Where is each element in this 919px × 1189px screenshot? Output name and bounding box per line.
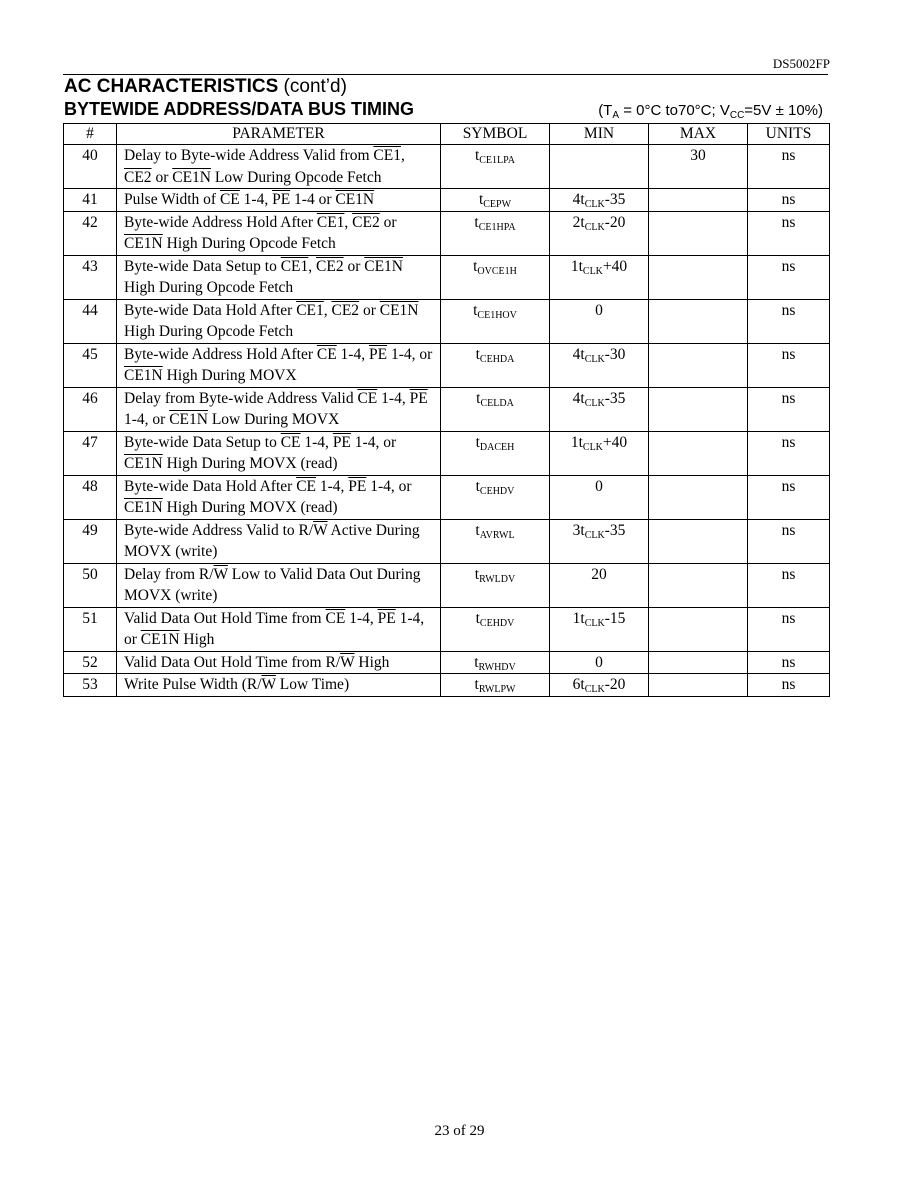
col-header-min: MIN (550, 124, 649, 145)
max-cell (649, 519, 748, 563)
min-cell: $3t_{CLK}-35$ (550, 519, 649, 563)
table-row (64, 607, 830, 651)
max-cell (649, 189, 748, 212)
symbol-cell: $t_{CE1LPA}$ (441, 145, 550, 189)
parameter-cell: Delay from Byte-wide Address Valid $\overline{CE}$ 1-4, $\overline{PE}$ 1-4, or CE1N Low During MOVX (117, 387, 441, 431)
symbol-cell: $t_{RWLPW}$ (441, 674, 550, 697)
max-cell (649, 255, 748, 299)
units-cell: ns (748, 674, 830, 697)
col-header-symbol: SYMBOL (441, 124, 550, 145)
table-row (64, 563, 830, 607)
min-cell: $1t_{CLK}+40$ (550, 255, 649, 299)
table-row (64, 299, 830, 343)
symbol-cell: $t_{DACEH}$ (441, 431, 550, 475)
table-row (64, 145, 830, 189)
row-number: 53 (64, 674, 117, 697)
table-row (64, 651, 830, 674)
units-cell: ns (748, 475, 830, 519)
symbol-cell: $t_{AVRWL}$ (441, 519, 550, 563)
parameter-cell: Byte-wide Data Setup to $\overline{CE}$ 1-4, $\overline{PE}$ 1-4, or CE1N High During MOVX (read) (117, 431, 441, 475)
symbol-cell: $t_{CEHDV}$ (441, 475, 550, 519)
col-header-max: MAX (649, 124, 748, 145)
max-cell (649, 431, 748, 475)
page-number: 23 of 29 (434, 1123, 485, 1139)
col-header-number: # (64, 124, 117, 145)
max-cell (649, 563, 748, 607)
units-cell: ns (748, 563, 830, 607)
parameter-cell: Valid Data Out Hold Time from $R/\overline{W}$ High (117, 651, 441, 674)
min-cell: $4t_{CLK}-35$ (550, 387, 649, 431)
min-cell: 0 (550, 475, 649, 519)
min-cell: $2t_{CLK}-20$ (550, 211, 649, 255)
parameter-cell: Byte-wide Address Hold After $\overline{CE}$ 1-4, $\overline{PE}$ 1-4, or CE1N High During MOVX (117, 343, 441, 387)
table-row (64, 343, 830, 387)
units-cell: ns (748, 387, 830, 431)
row-number: 44 (64, 299, 117, 343)
min-cell: $6t_{CLK}-20$ (550, 674, 649, 697)
table-row (64, 189, 830, 212)
units-cell: ns (748, 299, 830, 343)
table-row (64, 211, 830, 255)
units-cell: ns (748, 343, 830, 387)
table-row (64, 387, 830, 431)
parameter-cell: Delay from $R/\overline{W}$ Low to Valid Data Out During MOVX (write) (117, 563, 441, 607)
col-header-units: UNITS (748, 124, 830, 145)
units-cell: ns (748, 189, 830, 212)
table-row (64, 431, 830, 475)
max-cell (649, 387, 748, 431)
units-cell: ns (748, 651, 830, 674)
units-cell: ns (748, 255, 830, 299)
max-cell (649, 475, 748, 519)
row-number: 47 (64, 431, 117, 475)
table-row (64, 519, 830, 563)
max-cell (649, 674, 748, 697)
symbol-cell: $t_{CEPW}$ (441, 189, 550, 212)
min-cell: $4t_{CLK}-35$ (550, 189, 649, 212)
row-number: 49 (64, 519, 117, 563)
row-number: 40 (64, 145, 117, 189)
min-cell: 0 (550, 651, 649, 674)
row-number: 41 (64, 189, 117, 212)
parameter-cell: Byte-wide Data Hold After CE1, CE2 or CE1N High During Opcode Fetch (117, 299, 441, 343)
section-subtitle: BYTEWIDE ADDRESS/DATA BUS TIMING (64, 99, 414, 119)
parameter-cell: Byte-wide Data Hold After $\overline{CE}$ 1-4, $\overline{PE}$ 1-4, or CE1N High During MOVX (read) (117, 475, 441, 519)
row-number: 42 (64, 211, 117, 255)
col-header-parameter: PARAMETER (117, 124, 441, 145)
symbol-cell: $t_{CELDA}$ (441, 387, 550, 431)
symbol-cell: $t_{RWLDV}$ (441, 563, 550, 607)
document-id: DS5002FP (772, 56, 830, 71)
table-header-row (64, 124, 830, 145)
units-cell: ns (748, 145, 830, 189)
timing-table (63, 123, 830, 697)
table-row (64, 475, 830, 519)
units-cell: ns (748, 211, 830, 255)
symbol-cell: $t_{CEHDV}$ (441, 607, 550, 651)
parameter-cell: Pulse Width of $\overline{CE}$ 1-4, $\overline{PE}$ 1-4 or CE1N (117, 189, 441, 212)
max-cell (649, 299, 748, 343)
row-number: 46 (64, 387, 117, 431)
max-cell: 30 (649, 145, 748, 189)
title-suffix: (cont’d) (278, 76, 347, 97)
row-number: 45 (64, 343, 117, 387)
max-cell (649, 211, 748, 255)
max-cell (649, 607, 748, 651)
units-cell: ns (748, 519, 830, 563)
table-row (64, 255, 830, 299)
title-bold: AC CHARACTERISTICS (64, 76, 279, 97)
symbol-cell: $t_{OVCE1H}$ (441, 255, 550, 299)
min-cell: 20 (550, 563, 649, 607)
row-number: 43 (64, 255, 117, 299)
max-cell (649, 651, 748, 674)
row-number: 50 (64, 563, 117, 607)
row-number: 48 (64, 475, 117, 519)
row-number: 52 (64, 651, 117, 674)
max-cell (649, 343, 748, 387)
symbol-cell: $t_{CEHDA}$ (441, 343, 550, 387)
parameter-cell: Write Pulse Width ($R/\overline{W}$ Low Time) (117, 674, 441, 697)
parameter-cell: Delay to Byte-wide Address Valid from CE1, CE2 or CE1N Low During Opcode Fetch (117, 145, 441, 189)
units-cell: ns (748, 607, 830, 651)
table-row (64, 674, 830, 697)
symbol-cell: $t_{RWHDV}$ (441, 651, 550, 674)
parameter-cell: Valid Data Out Hold Time from $\overline{CE}$ 1-4, $\overline{PE}$ 1-4, or CE1N High (117, 607, 441, 651)
header-rule (63, 74, 828, 75)
test-conditions: ($T_A = 0^\circ C$ to70°C; $V_{CC}=5V \pm 10\%$) (598, 102, 823, 121)
symbol-cell: $t_{CE1HOV}$ (441, 299, 550, 343)
units-cell: ns (748, 431, 830, 475)
parameter-cell: Byte-wide Address Valid to $R/\overline{W}$ Active During MOVX (write) (117, 519, 441, 563)
symbol-cell: $t_{CE1HPA}$ (441, 211, 550, 255)
parameter-cell: Byte-wide Data Setup to CE1, CE2 or CE1N High During Opcode Fetch (117, 255, 441, 299)
min-cell: $4t_{CLK}-30$ (550, 343, 649, 387)
row-number: 51 (64, 607, 117, 651)
min-cell (550, 145, 649, 189)
page-title (64, 76, 347, 98)
min-cell: 0 (550, 299, 649, 343)
min-cell: $1t_{CLK}-15$ (550, 607, 649, 651)
parameter-cell: Byte-wide Address Hold After CE1, CE2 or CE1N High During Opcode Fetch (117, 211, 441, 255)
min-cell: $1t_{CLK}+40$ (550, 431, 649, 475)
